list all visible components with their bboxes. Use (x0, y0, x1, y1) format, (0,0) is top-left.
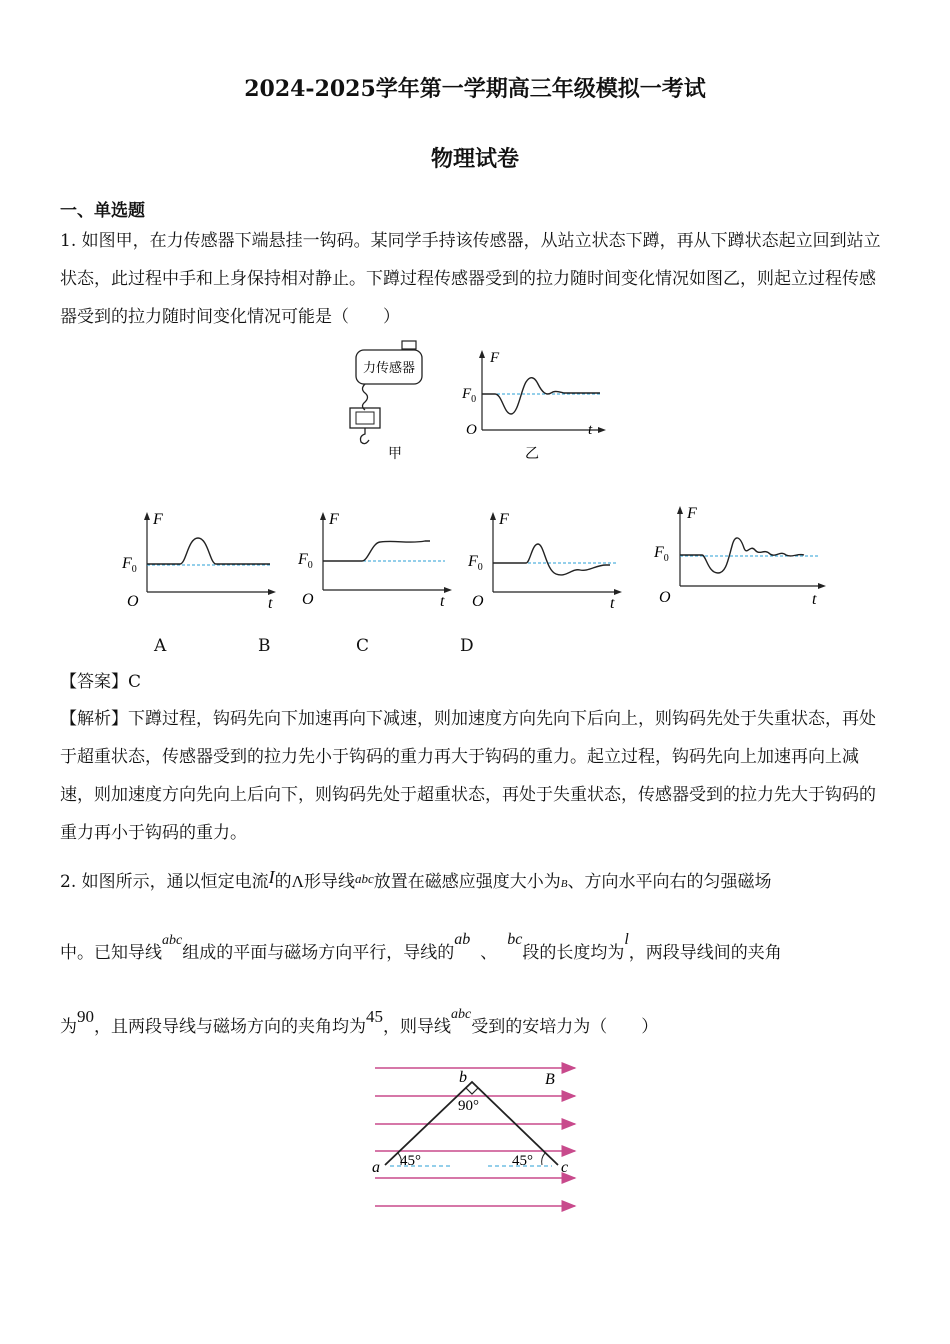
axis-t-label: t (588, 422, 593, 438)
option-graph-b (297, 511, 452, 610)
option-graph-c (467, 511, 622, 612)
exam-title: 2024-2025学年第一学期高三年级模拟一考试 (244, 76, 706, 102)
question-2-line-3: 为90，且两段导线与磁场方向的夹角均为45，则导线$^{abc}$受到的安培力为（ ） (60, 1007, 659, 1037)
option-graphs (110, 498, 850, 618)
point-c-label: c (561, 1159, 569, 1176)
axis-f-label: F (490, 350, 500, 366)
axis-origin-label: O (466, 422, 477, 438)
svg-text:O: O (302, 591, 314, 608)
question-2-line-1: 2. 如图所示，通以恒定电流I的Λ形导线$^{abc}$放置在磁感应强度大小为B、方向水平向右的匀强磁场 (60, 867, 772, 892)
svg-text:F0: $F_0$ (122, 555, 137, 575)
magnetic-field-figure (360, 1058, 600, 1218)
figure-jia-yi (340, 338, 620, 470)
analysis-text (60, 700, 892, 852)
answer-label: 【答案】 (60, 672, 128, 692)
svg-text:F0: $F_0$ (468, 553, 483, 573)
svg-text:F0: $F_0$ (462, 386, 477, 405)
current-symbol: I (268, 867, 275, 887)
answer-value: C (128, 672, 142, 692)
field-lines (375, 1068, 575, 1206)
analysis-label: 【解析】 (60, 709, 128, 729)
angle-45-right-label: 45° (512, 1153, 533, 1169)
option-graph-d (653, 505, 826, 608)
option-c: C (356, 636, 370, 656)
angle-45-left-label: 45° (400, 1153, 421, 1169)
figure-yi-label: 乙 (525, 446, 539, 462)
svg-text:O: O (659, 589, 671, 606)
question-1-text: 1. 如图甲，在力传感器下端悬挂一钩码。某同学手持该传感器，从站立状态下蹲，再从下蹲状态起立回到站立状态，此过程中手和上身保持相对静止。下蹲过程传感器受到的拉力随时间变化情况如图乙，则起立过程传感器受到的拉力随时间变化情况可能是（ ） (60, 231, 881, 327)
svg-text:F0: $F_0$ (298, 551, 313, 571)
answer-line (60, 663, 892, 701)
svg-text:F: F (499, 511, 509, 528)
option-a: A (154, 636, 167, 656)
field-b-label: B (545, 1071, 555, 1088)
graph-yi (461, 350, 606, 438)
point-a-label: a (372, 1159, 380, 1176)
question-2-line-2: 中。已知导线$^{abc}$组成的平面与磁场方向平行，导线的ab、bc段的长度均为l，两段导线间的夹角 (60, 931, 782, 963)
svg-text:O: O (472, 593, 484, 610)
svg-text:F: F (687, 505, 697, 522)
svg-text:t: t (268, 595, 273, 612)
svg-text:t: t (440, 593, 445, 610)
svg-text:O: O (127, 593, 139, 610)
section-heading: 一、单选题 (60, 201, 145, 221)
svg-text:F0: $F_0$ (654, 544, 669, 564)
option-d: D (460, 636, 474, 656)
axis-f0-label: F (462, 386, 472, 402)
angle-90-label: 90° (458, 1098, 479, 1114)
analysis-body: 下蹲过程，钩码先向下加速再向下减速，则加速度方向先向下后向上，则钩码先处于失重状态，再处于超重状态，传感器受到的拉力先小于钩码的重力再大于钩码的重力。起立过程，钩码先向上加速再向上减速，则加速度方向先向上后向下，则钩码先处于超重状态，再处于失重状态，传感器受到的拉力先大于钩码的重力再小于钩码的重力。 (60, 709, 876, 843)
option-graph-a (121, 511, 276, 612)
svg-text:t: t (812, 591, 817, 608)
exam-subtitle: 物理试卷 (430, 146, 519, 172)
force-sensor-diagram (350, 341, 422, 444)
svg-text:F: F (153, 511, 163, 528)
svg-text:F: F (329, 511, 339, 528)
point-b-label: b (459, 1069, 467, 1086)
option-b: B (258, 636, 271, 656)
sensor-label: 力传感器 (362, 361, 416, 376)
figure-jia-label: 甲 (388, 446, 402, 462)
svg-text:t: t (610, 595, 615, 612)
lambda-symbol: Λ (291, 872, 304, 891)
